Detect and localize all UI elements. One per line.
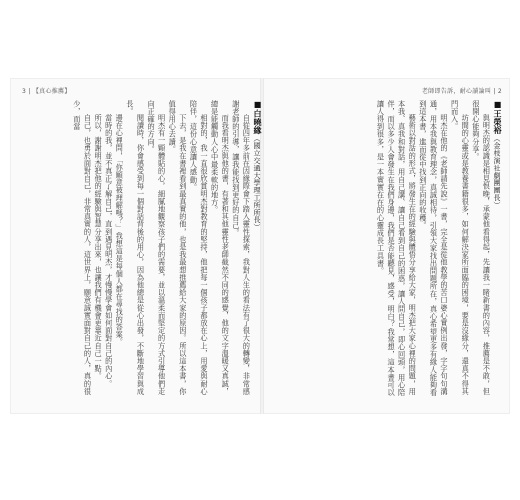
section-heading bbox=[251, 100, 262, 400]
paragraph: 所以，謝謝明杰把他的經驗與智慧分享出來，也讓我們有機會更靠近自己一點。 bbox=[94, 114, 104, 381]
paragraph: 閱讀時，你會感受到每一個對話背後的用心，因為他總是從心出發，不斷地學習與成長。 bbox=[125, 100, 146, 396]
right-page-header: 老師即告訴，耐心讀論叫 | 2 bbox=[421, 88, 502, 95]
heading-marker-icon: ■ bbox=[253, 100, 262, 110]
paragraph: 相對的，我一直很欣賞明杰對教育的堅持，他把每一個孩子都放在心上，用愛與耐心陪伴，這份心意讓人感動。 bbox=[189, 100, 210, 396]
section-title: 王榮裕 bbox=[493, 109, 502, 135]
paragraph: 下去，是我在書裡看到最真實的他，也是我最想推薦給大家的原因。所以這本書，你值得用心去讀。 bbox=[168, 100, 188, 396]
left-page-text bbox=[28, 100, 262, 400]
heading-marker-icon: ■ bbox=[493, 100, 502, 110]
right-page-text bbox=[270, 100, 502, 400]
paragraph: 藝術以對話的形式，將發生在的經驗與體悟分享給大家，明杰把大家心裡的問題，用本我、真我和對話，用自己講、讓自己看到自己的困惑，讓人問自己，即心回頭，用心陪伴，而以多少人會發生在我們身邊，我們是否能聽見，感受，明白？我常想，這本書可以讓人得到很多，是一本實實在在的心靈成長工具書。 bbox=[376, 100, 418, 397]
paragraph: 邊在心裡問，「你願意被理解嗎？」我想這是每個人都在尋找的答案。 bbox=[115, 114, 125, 347]
paragraph: 自從四年多前在因緣際會下踏入靈性探索，我對人生的看法有了很大的轉變，非常感謝老師的引導，讓我能找到更好的自己。 bbox=[231, 100, 252, 396]
paragraph: 與明杰的認識是相見恨晚，承蒙他看得起，先讓我一睹新書的內容，推薦是不敢，但很開心能夠分享。 bbox=[471, 100, 492, 396]
section-subtitle: （國立交通大學理工所所長） bbox=[253, 134, 261, 231]
section-title: 白曉緣 bbox=[253, 109, 262, 135]
paragraph: 坊間的心靈或是教養書籍很多，如何解決家所面臨的困境，要是沒緣分，還真不得其門而入。 bbox=[450, 100, 471, 396]
paragraph: 自己，也勇於面對自己，非常真實的人，這世界上，願意誠實面對自己的人，真的很少，而當 bbox=[72, 100, 93, 396]
section-heading bbox=[491, 100, 502, 400]
section-subtitle: （金枝演社劇團團長） bbox=[493, 134, 501, 209]
paragraph: 而我看明杰與他的書，有著和其他靈性老師截然不同的感覺，他的文字溫暖又真誠，總是能觸動人心中最柔軟的地方。 bbox=[210, 100, 231, 396]
paragraph: 當時的我，並不真正了解自己，直到遇見明杰，才慢慢學會如何面對自己的內心。 bbox=[104, 114, 114, 388]
paragraph: 明杰在他的《老師請先說》一書，完全是從他教學的苦口婆心實例出發，字字句句溝通，用本我與教育理念，真誠相待，引領大家找出問題所在，真心希望更多有緣人能夠看到這本書，進而從中找到正向的收穫。 bbox=[418, 100, 450, 397]
left-page-header: 3 | 【真心推薦】 bbox=[22, 88, 71, 95]
paragraph: 明杰有一顆體貼的心，細膩地觀察孩子們的需要，並以溫柔而堅定的方式引導他們走向正確的方向。 bbox=[147, 100, 167, 396]
